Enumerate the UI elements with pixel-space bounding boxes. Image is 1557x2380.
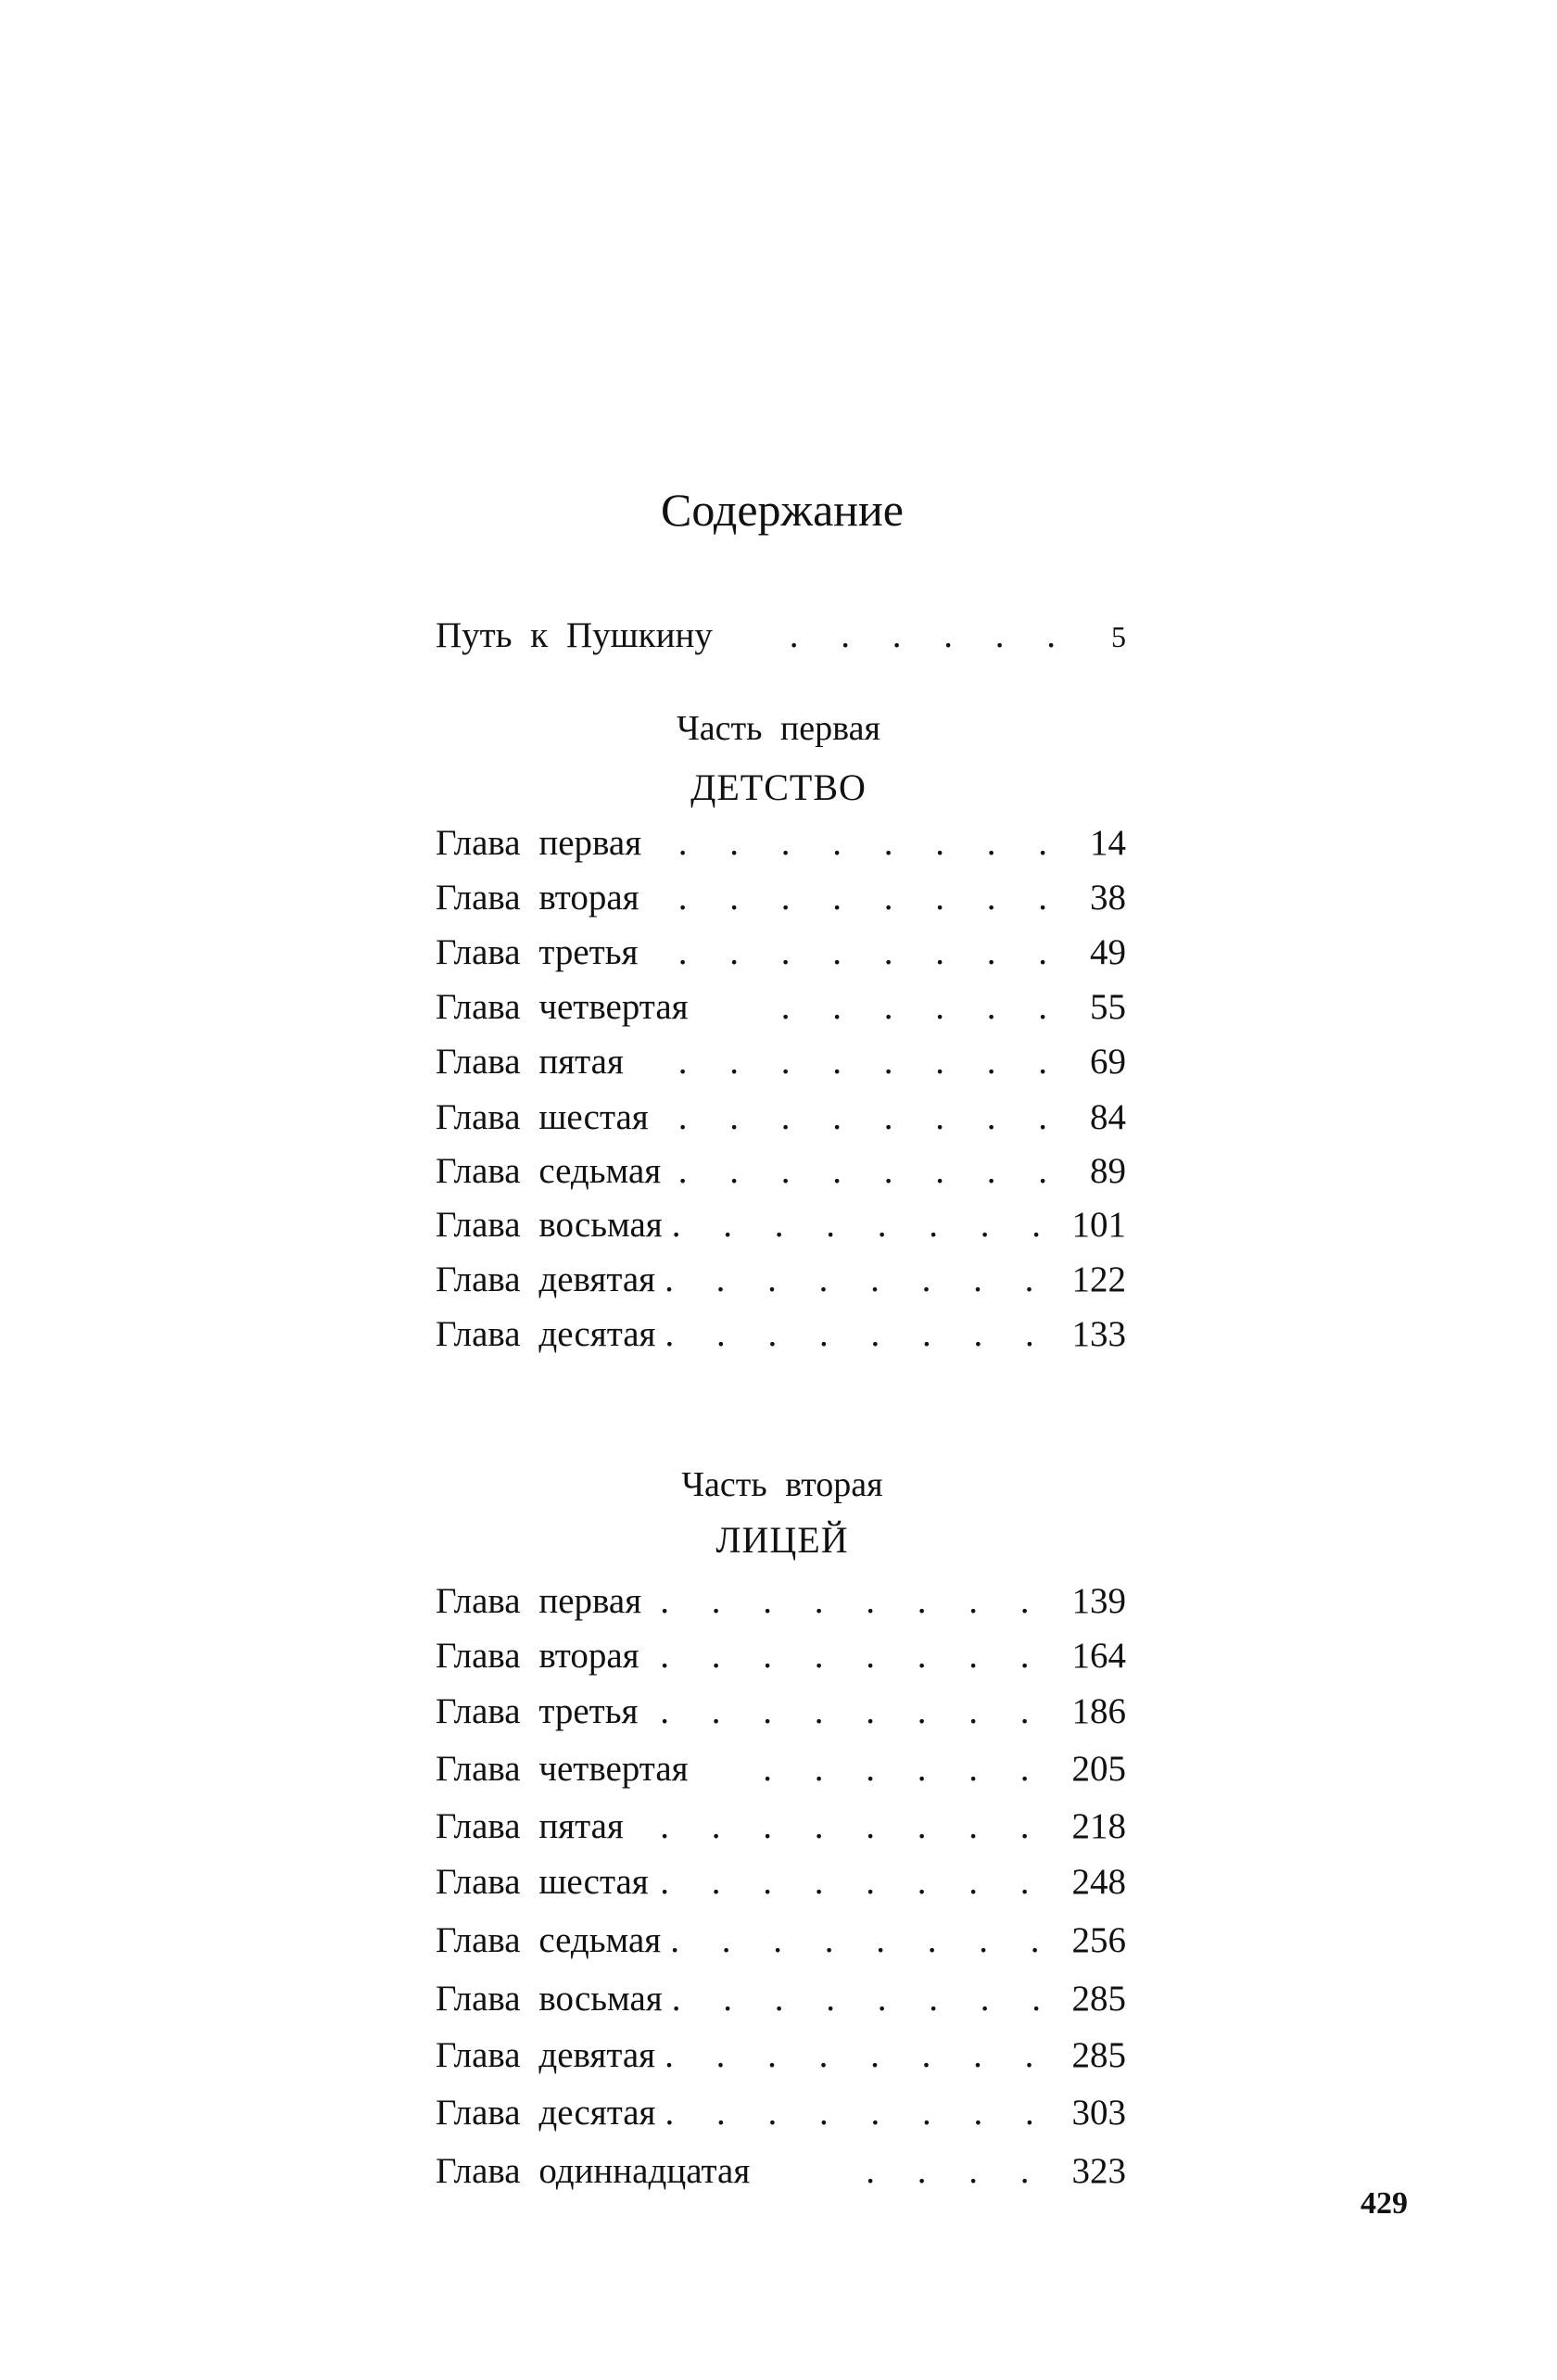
- entry-page-number: 303: [1071, 2093, 1126, 2133]
- entry-page-number: 256: [1071, 1920, 1126, 1960]
- dot-leader: . . . . . . . .: [671, 1205, 1057, 1245]
- entry-label: Глава вторая: [436, 1636, 639, 1676]
- toc-entry: [436, 1309, 1126, 1361]
- toc-entry: [436, 1630, 1126, 1682]
- entry-page-number: 218: [1071, 1806, 1126, 1846]
- entry-label: Глава первая: [436, 1581, 642, 1621]
- entry-label: Глава десятая: [436, 2093, 656, 2133]
- entry-page-number: 69: [1090, 1042, 1126, 1082]
- entry-page-number: 285: [1071, 1979, 1126, 2019]
- dot-leader: . . . . . . . .: [677, 1151, 1064, 1191]
- entry-page-number: 55: [1090, 987, 1126, 1027]
- dot-leader: . . . . . .: [780, 987, 1064, 1027]
- part-2-label: Часть вторая: [681, 1465, 883, 1504]
- dot-leader: . . . . . .: [763, 1749, 1046, 1789]
- entry-page-number: 89: [1090, 1151, 1126, 1191]
- entry-label: Глава третья: [436, 932, 639, 972]
- entry-label: Глава восьмая: [436, 1979, 663, 2019]
- dot-leader: . . . . . . . .: [660, 1806, 1046, 1846]
- toc-title: Содержание: [661, 484, 904, 536]
- entry-label: Глава вторая: [436, 878, 639, 918]
- dot-leader: . . . . . . . .: [660, 1581, 1046, 1621]
- entry-label: Глава пятая: [436, 1806, 624, 1846]
- entry-page-number: 101: [1071, 1205, 1126, 1245]
- entry-label: Глава третья: [436, 1691, 639, 1731]
- toc-entry: [436, 1199, 1126, 1251]
- part-1-name: ДЕТСТВО: [690, 766, 867, 808]
- toc-entry: [436, 1743, 1126, 1795]
- toc-entry: [436, 1973, 1126, 2025]
- page-number: 429: [1361, 2186, 1408, 2221]
- toc-entry: [436, 872, 1126, 924]
- dot-leader: . . . . . .: [789, 615, 1072, 655]
- dot-leader: . . . . . . . .: [677, 823, 1064, 863]
- toc-entry-intro: [436, 610, 1126, 662]
- toc-entry: [436, 1915, 1126, 1967]
- dot-leader: . . . . . . . .: [665, 1260, 1051, 1299]
- toc-entry: [436, 927, 1126, 979]
- dot-leader: . . . . . . . .: [660, 1636, 1046, 1676]
- entry-page-number: 133: [1071, 1314, 1126, 1354]
- entry-page-number: 205: [1071, 1749, 1126, 1789]
- toc-entry: [436, 1146, 1126, 1197]
- entry-page-number: 139: [1071, 1581, 1126, 1621]
- dot-leader: . . . . . . . .: [665, 2035, 1051, 2075]
- entry-page-number: 186: [1071, 1691, 1126, 1731]
- toc-entry: [436, 1576, 1126, 1627]
- entry-label: Глава пятая: [436, 1042, 624, 1082]
- entry-label: Глава четвертая: [436, 987, 689, 1027]
- dot-leader: . . . . . . . .: [677, 1042, 1064, 1082]
- toc-entry: [436, 817, 1126, 869]
- entry-label: Глава седьмая: [436, 1151, 662, 1191]
- entry-label: Глава девятая: [436, 2035, 656, 2075]
- entry-label: Глава седьмая: [436, 1920, 662, 1960]
- part-1-label: Часть первая: [677, 709, 880, 748]
- entry-page-number: 5: [1111, 620, 1126, 653]
- dot-leader: . . . . . . . .: [660, 1862, 1046, 1902]
- entry-page-number: 49: [1090, 932, 1126, 972]
- toc-entry: [436, 2030, 1126, 2082]
- toc-entry: [436, 1856, 1126, 1908]
- entry-page-number: 323: [1071, 2151, 1126, 2191]
- entry-page-number: 84: [1090, 1097, 1126, 1137]
- toc-entry: [436, 2087, 1126, 2139]
- toc-entry: [436, 1254, 1126, 1306]
- dot-leader: . . . . . . . .: [671, 1979, 1057, 2019]
- entry-label: Глава одиннадцатая: [436, 2151, 751, 2191]
- entry-label: Глава восьмая: [436, 1205, 663, 1245]
- dot-leader: . . . .: [866, 2151, 1046, 2191]
- entry-page-number: 285: [1071, 2035, 1126, 2075]
- toc-entry: [436, 1036, 1126, 1088]
- toc-entry: [436, 2146, 1126, 2197]
- entry-label: Глава девятая: [436, 1260, 656, 1299]
- dot-leader: . . . . . . . .: [660, 1691, 1046, 1731]
- toc-entry: [436, 1092, 1126, 1144]
- entry-label: Глава четвертая: [436, 1749, 689, 1789]
- part-2-name: ЛИЦЕЙ: [715, 1519, 849, 1561]
- entry-page-number: 38: [1090, 878, 1126, 918]
- dot-leader: . . . . . . . .: [665, 1314, 1051, 1354]
- entry-label: Глава десятая: [436, 1314, 656, 1354]
- toc-entry: [436, 1801, 1126, 1853]
- entry-label: Глава шестая: [436, 1097, 649, 1137]
- dot-leader: . . . . . . . .: [665, 2093, 1051, 2133]
- entry-label: Путь к Пушкину: [436, 615, 713, 655]
- entry-page-number: 14: [1090, 823, 1126, 863]
- dot-leader: . . . . . . . .: [677, 932, 1064, 972]
- toc-entry: [436, 981, 1126, 1033]
- entry-page-number: 122: [1071, 1260, 1126, 1299]
- entry-page-number: 164: [1071, 1636, 1126, 1676]
- entry-label: Глава шестая: [436, 1862, 649, 1902]
- dot-leader: . . . . . . . .: [670, 1920, 1057, 1960]
- dot-leader: . . . . . . . .: [677, 1097, 1064, 1137]
- dot-leader: . . . . . . . .: [677, 878, 1064, 918]
- toc-entry: [436, 1686, 1126, 1738]
- entry-page-number: 248: [1071, 1862, 1126, 1902]
- entry-label: Глава первая: [436, 823, 642, 863]
